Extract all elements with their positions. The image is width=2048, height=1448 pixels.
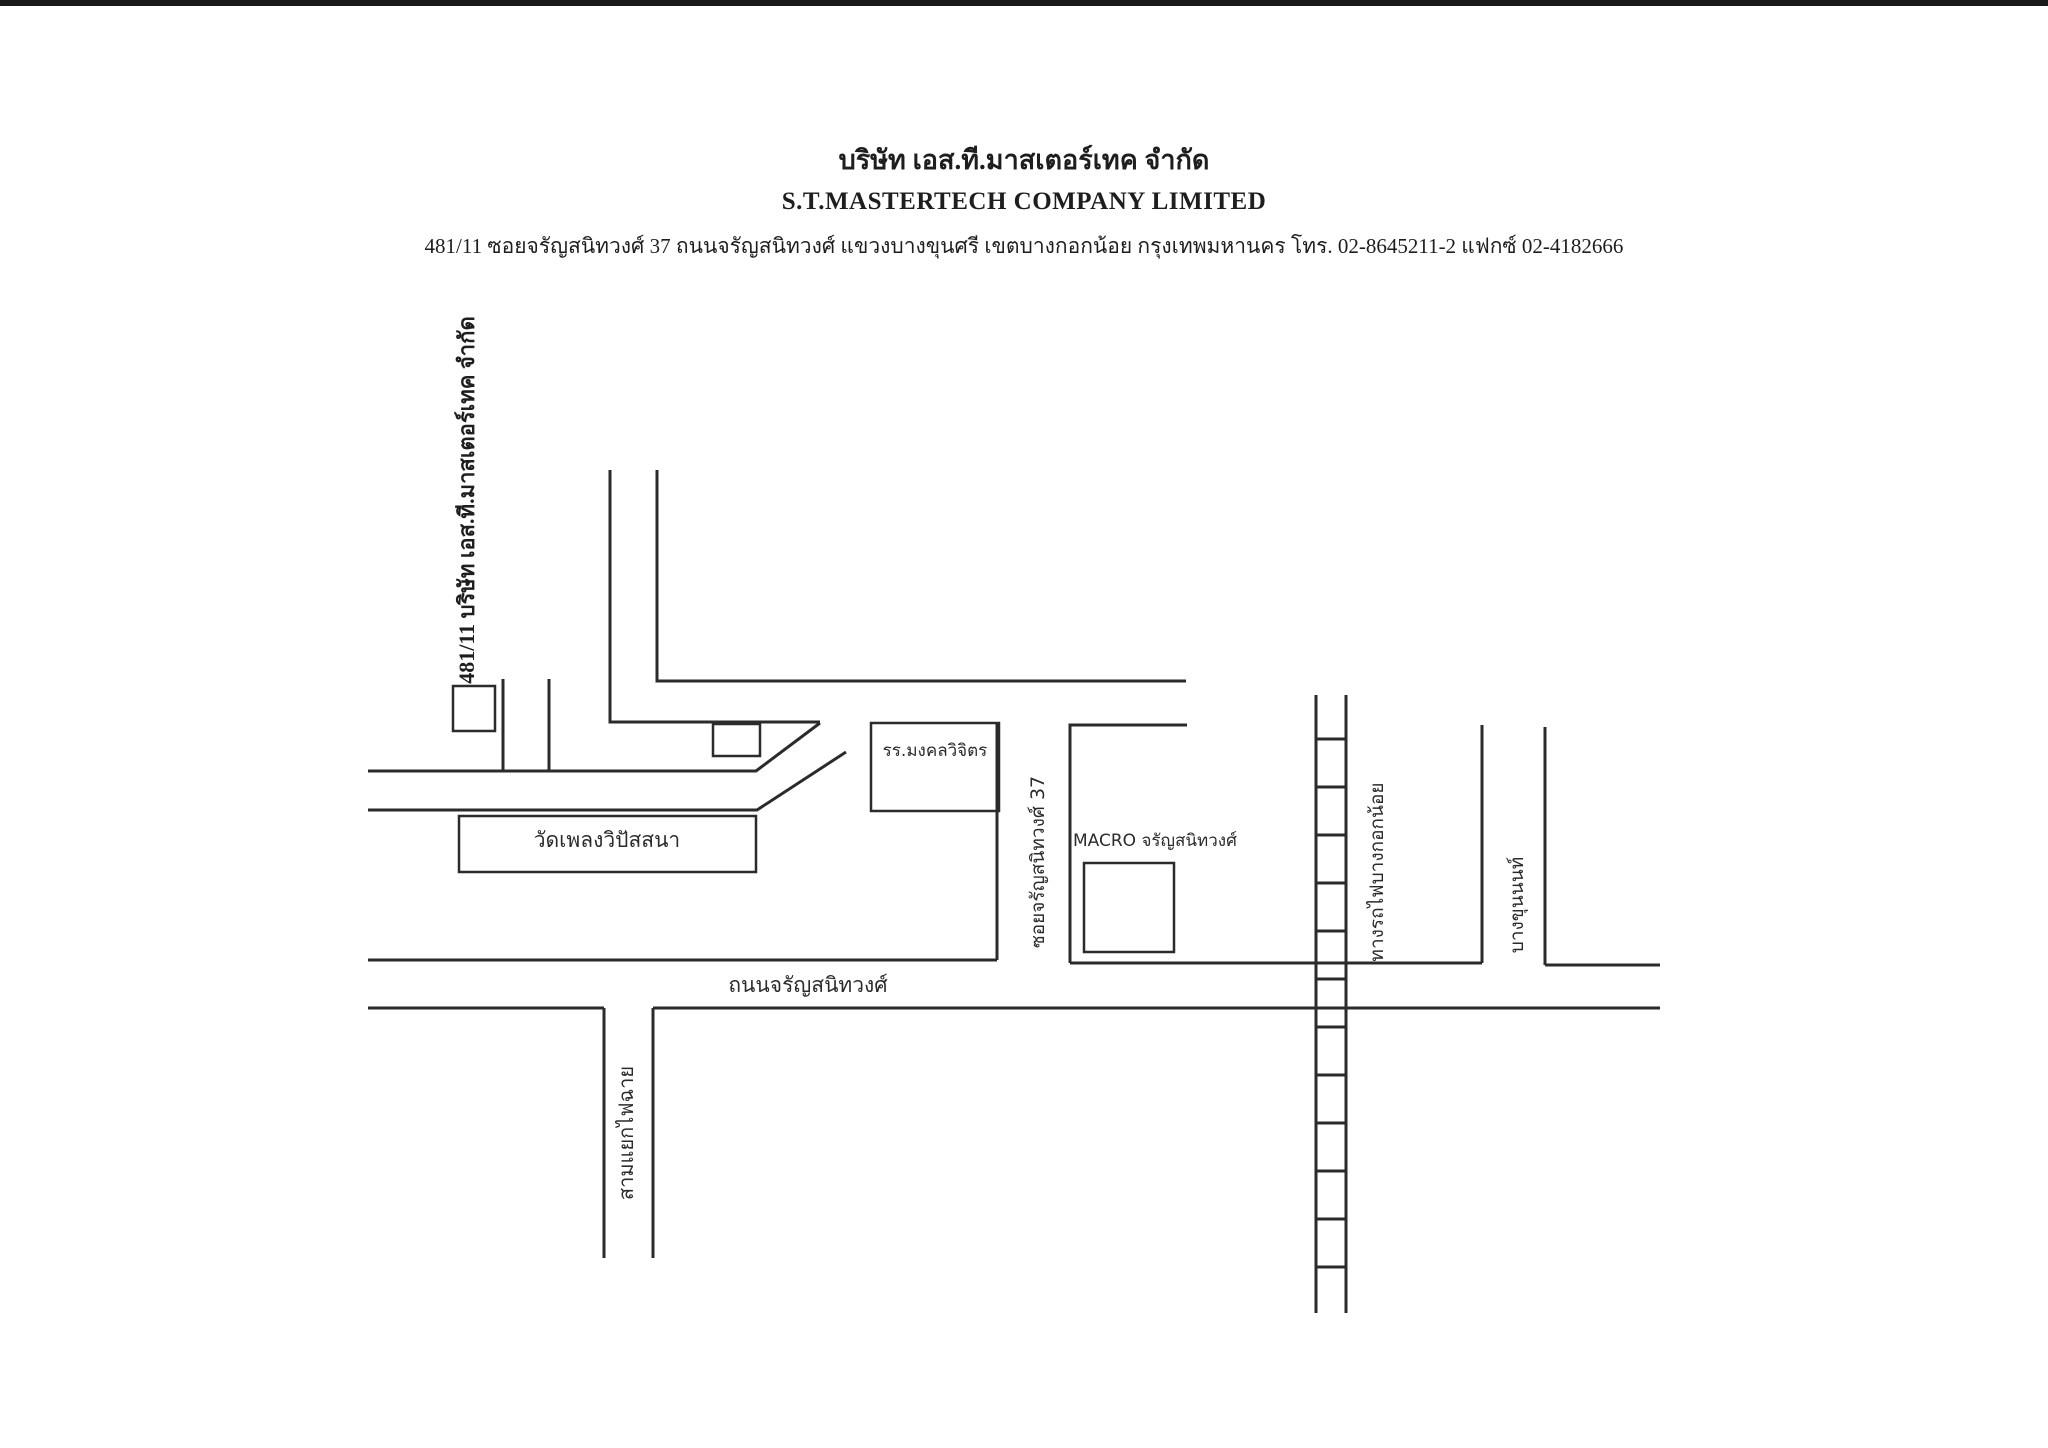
macro-building bbox=[1084, 863, 1174, 952]
railway-sleepers bbox=[1316, 739, 1346, 1267]
lane-south-edge bbox=[368, 752, 846, 810]
temple-label: วัดเพลงวิปัสสนา bbox=[533, 828, 681, 852]
north-road-west-edge bbox=[610, 470, 820, 722]
small-building bbox=[713, 724, 760, 756]
company-name-english: S.T.MASTERTECH COMPANY LIMITED bbox=[781, 188, 1267, 215]
bangkhunnon-label: บางขุนนนท์ bbox=[1506, 856, 1528, 954]
railway-label: ทางรถไฟบางกอกน้อย bbox=[1366, 782, 1388, 962]
school-label: รร.มงคลวิจิตร bbox=[882, 741, 988, 761]
company-name-thai: บริษัท เอส.ที.มาสเตอร์เทค จำกัด bbox=[838, 145, 1210, 175]
company-address: 481/11 ซอยจรัญสนิทวงศ์ 37 ถนนจรัญสนิทวงศ์ แขวงบางขุนศรี เขตบางกอกน้อย กรุงเทพมหานคร โทร. 02-8645211-2 แฟกซ์ 02-4182666 bbox=[424, 234, 1624, 258]
lane-north-edge bbox=[368, 723, 820, 771]
macro-label: MACRO จรัญสนิทวงศ์ bbox=[1073, 831, 1237, 851]
office-building bbox=[453, 686, 495, 731]
north-road-east-edge bbox=[657, 470, 1186, 681]
school-building bbox=[871, 723, 999, 811]
soi37-label: ซอยจรัญสนิทวงศ์ 37 bbox=[1027, 775, 1049, 949]
main-road-label: ถนนจรัญสนิทวงศ์ bbox=[728, 973, 888, 997]
office-label: 481/11 บริษัท เอส.ที.มาสเตอร์เทค จำกัด bbox=[454, 316, 479, 684]
intersection-label: สามแยกไฟฉาย bbox=[614, 1065, 638, 1201]
